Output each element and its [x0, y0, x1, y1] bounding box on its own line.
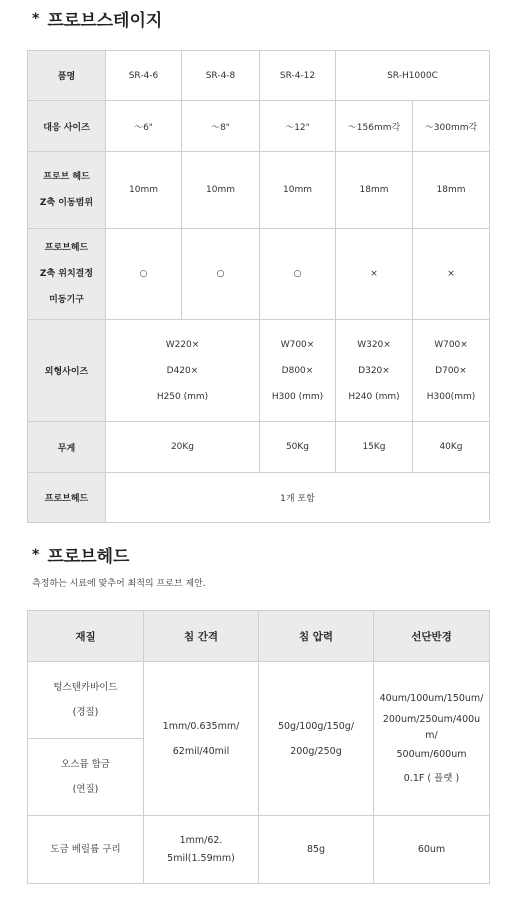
spacing-line: 5mil(1.59mm) [167, 852, 235, 864]
cell-spacing [144, 816, 259, 884]
row-header-fine-mechanism [28, 229, 106, 320]
cell-material: 도금 베릴륨 구리 [28, 816, 144, 884]
cell-fine-mechanism: × [413, 229, 490, 320]
table-row-z-range [28, 152, 490, 229]
column-header-pressure: 침 압력 [259, 611, 374, 662]
pressure-line: 200g/250g [290, 745, 342, 757]
cell-model: SR-4-12 [260, 51, 336, 101]
material-line: 텅스텐카바이드 [53, 682, 118, 693]
probe-head-spec-table [27, 610, 490, 884]
material-line: (경질) [72, 707, 99, 718]
section-title-probe-stage [32, 6, 162, 31]
section-subtitle: 측정하는 시료에 맞추어 최적의 프로브 제안. [32, 579, 206, 589]
bullet-star-icon: * [32, 546, 40, 563]
cell-model: SR-4-8 [182, 51, 260, 101]
dimension-line: H240 (mm) [348, 391, 400, 402]
cell-size: ～8" [182, 101, 260, 152]
row-header-dimensions: 외형사이즈 [28, 320, 106, 422]
cell-radius [374, 662, 490, 816]
radius-line: 500um/600um [396, 748, 467, 760]
cell-dimensions [336, 320, 413, 422]
radius-line: 0.1F ( 플랫 ) [403, 772, 460, 784]
cell-material [28, 739, 144, 816]
cell-fine-mechanism: ○ [182, 229, 260, 320]
dimension-line: H300 (mm) [271, 391, 324, 402]
row-header-probehead: 프로브헤드 [28, 473, 106, 523]
cell-pressure [259, 662, 374, 816]
cell-dimensions [106, 320, 260, 422]
row-header-line: Z축 이동범위 [39, 198, 94, 208]
probe-stage-spec-table [27, 50, 490, 523]
cell-radius: 60um [374, 816, 490, 884]
row-header-line: 프로브헤드 [44, 243, 89, 253]
cell-spacing [144, 662, 259, 816]
radius-line: 200um/250um/400u [382, 713, 481, 725]
cell-model: SR-H1000C [336, 51, 490, 101]
section-title-text: 프로브스테이지 [47, 11, 163, 31]
row-header-line: Z축 위치결정 [39, 269, 94, 279]
dimension-line: W700× [280, 339, 315, 350]
cell-size: ～12" [260, 101, 336, 152]
cell-size: ～6" [106, 101, 182, 152]
column-header-spacing: 침 간격 [144, 611, 259, 662]
cell-weight: 40Kg [413, 422, 490, 473]
cell-model: SR-4-6 [106, 51, 182, 101]
cell-z-range: 18mm [336, 152, 413, 229]
cell-fine-mechanism: × [336, 229, 413, 320]
spacing-line: 1mm/0.635mm/ [162, 720, 240, 732]
table-row-dimensions [28, 320, 490, 422]
table-row-tungsten-carbide [28, 662, 490, 739]
cell-material [28, 662, 144, 739]
column-header-radius: 선단반경 [374, 611, 490, 662]
row-header-line: 프로브 헤드 [43, 172, 90, 182]
radius-line: 40um/100um/150um/ [379, 692, 484, 704]
dimension-line: H300(mm) [426, 391, 476, 402]
dimension-line: W320× [357, 339, 391, 350]
table-row-beryllium-copper [28, 816, 490, 884]
cell-size: ～300mm각 [413, 101, 490, 152]
cell-fine-mechanism: ○ [106, 229, 182, 320]
dimension-line: D420× [166, 365, 199, 376]
cell-dimensions [260, 320, 336, 422]
pressure-line: 50g/100g/150g/ [277, 720, 355, 732]
cell-weight: 15Kg [336, 422, 413, 473]
dimension-line: H250 (mm) [156, 391, 209, 402]
spacing-line: 1mm/62. [179, 834, 223, 846]
cell-fine-mechanism: ○ [260, 229, 336, 320]
section-title-text: 프로브헤드 [47, 547, 130, 567]
row-header-z-range [28, 152, 106, 229]
cell-z-range: 10mm [182, 152, 260, 229]
material-line: 오스뮴 합금 [61, 759, 110, 770]
dimension-line: W220× [165, 339, 200, 350]
row-header-line: 미동기구 [49, 295, 84, 305]
material-line: (연질) [72, 784, 99, 795]
cell-probehead: 1개 포함 [106, 473, 490, 523]
dimension-line: D320× [358, 365, 390, 376]
row-header-size: 대응 사이즈 [28, 101, 106, 152]
table-row-weight [28, 422, 490, 473]
dimension-line: D800× [281, 365, 314, 376]
cell-z-range: 10mm [260, 152, 336, 229]
table-row-size [28, 101, 490, 152]
row-header-weight: 무게 [28, 422, 106, 473]
section-title-probe-head [32, 542, 129, 567]
table-row-model [28, 51, 490, 101]
column-header-material: 재질 [28, 611, 144, 662]
cell-dimensions [413, 320, 490, 422]
spacing-line: 62mil/40mil [172, 745, 230, 757]
table-row-probehead [28, 473, 490, 523]
dimension-line: W700× [434, 339, 468, 350]
cell-pressure: 85g [259, 816, 374, 884]
row-header-model: 품명 [28, 51, 106, 101]
table-header-row [28, 611, 490, 662]
cell-size: ～156mm각 [336, 101, 413, 152]
cell-z-range: 18mm [413, 152, 490, 229]
cell-weight: 20Kg [106, 422, 260, 473]
bullet-star-icon: * [32, 10, 40, 27]
radius-line: m/ [425, 729, 438, 741]
dimension-line: D700× [435, 365, 467, 376]
cell-weight: 50Kg [260, 422, 336, 473]
cell-z-range: 10mm [106, 152, 182, 229]
table-row-fine-mechanism [28, 229, 490, 320]
